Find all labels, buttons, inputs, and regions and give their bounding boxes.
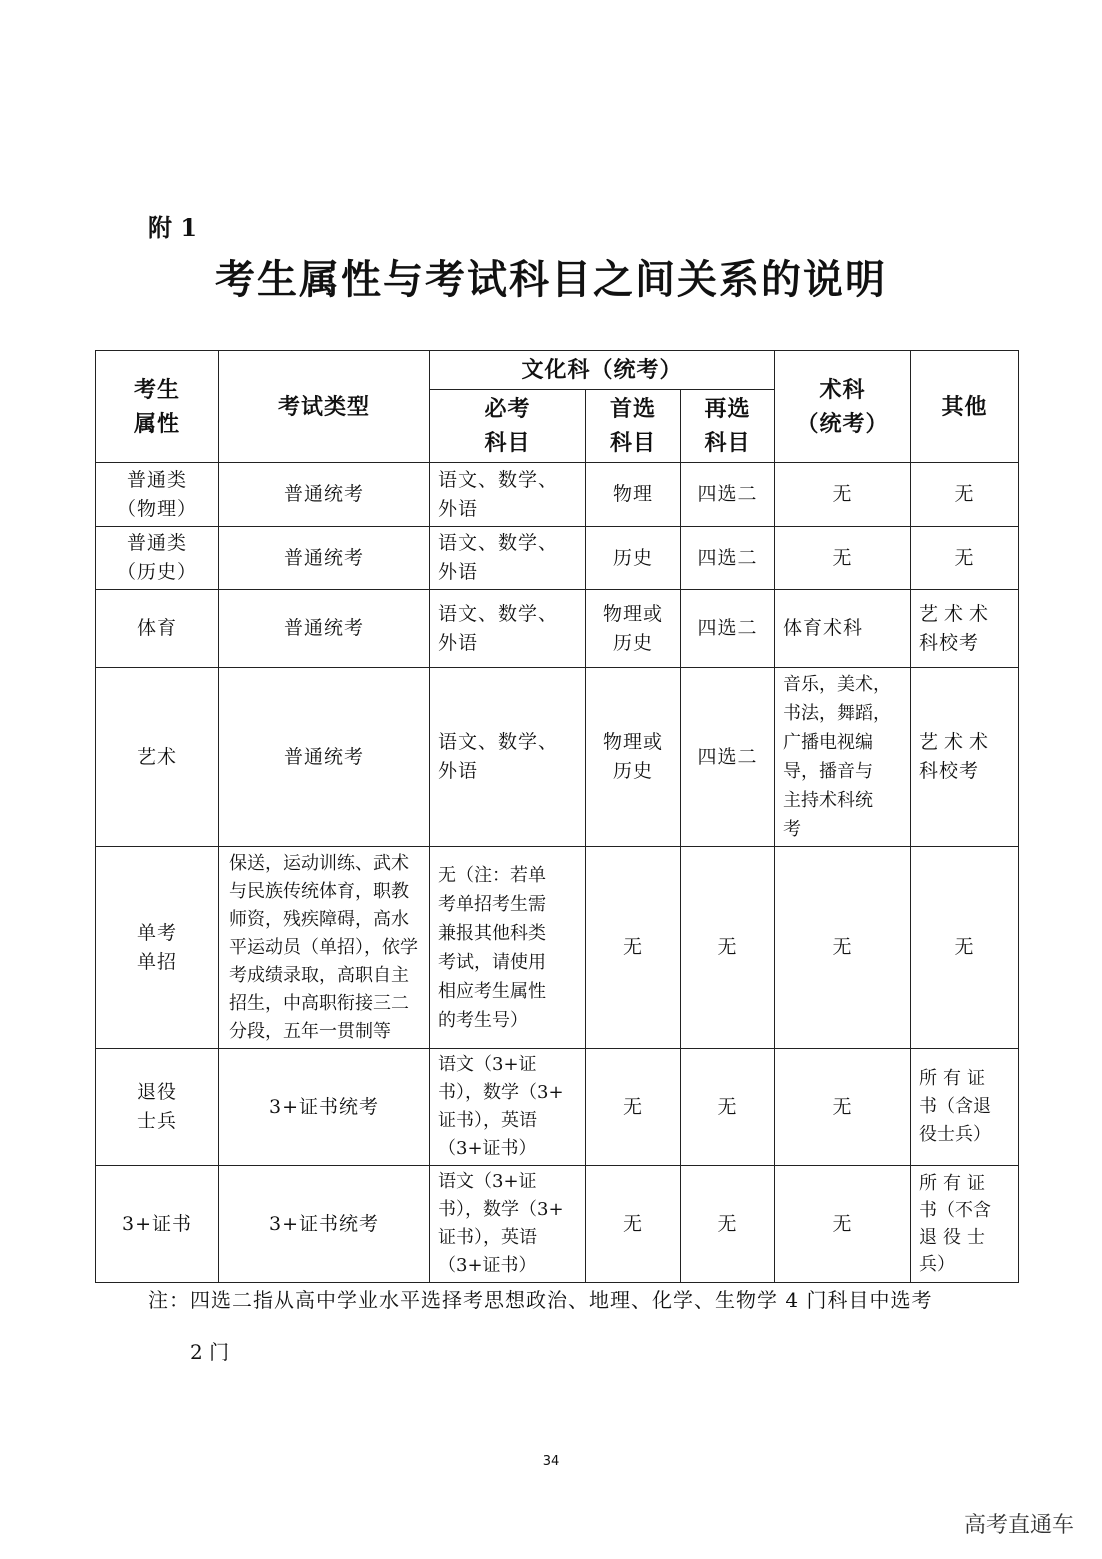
- header-attribute: 考生 属性: [96, 351, 219, 463]
- annex-label: 附 1: [148, 213, 198, 242]
- cell-attribute: 单考 单招: [96, 847, 219, 1049]
- header-exam-type: 考试类型: [219, 351, 430, 463]
- cell-second: 四选二: [681, 590, 775, 668]
- cell-required: 语文、数学、 外语: [430, 463, 586, 527]
- header-culture-group: 文化科（统考）: [430, 351, 775, 390]
- header-first-choice: 首选 科目: [586, 390, 681, 463]
- table-row: [96, 527, 1019, 590]
- cell-first: 无: [586, 1166, 681, 1283]
- cell-arts: 无: [775, 527, 911, 590]
- cell-attribute: 体育: [96, 590, 219, 668]
- cell-first: 无: [586, 847, 681, 1049]
- cell-exam-type: 普通统考: [219, 527, 430, 590]
- cell-required: 语文、数学、 外语: [430, 527, 586, 590]
- cell-first: 历史: [586, 527, 681, 590]
- table-row: [96, 463, 1019, 527]
- cell-required: 无（注：若单 考单招考生需 兼报其他科类 考试，请使用 相应考生属性 的考生号）: [430, 847, 586, 1049]
- cell-exam-type: 普通统考: [219, 463, 430, 527]
- watermark: 高考直通车: [963, 1513, 1074, 1538]
- cell-exam-type: 普通统考: [219, 590, 430, 668]
- cell-required: 语文（3+证 书），数学（3+ 证书），英语 （3+证书）: [430, 1049, 586, 1166]
- header-required: 必考 科目: [430, 390, 586, 463]
- footnote: 注：四选二指从高中学业水平选择考思想政治、地理、化学、生物学 4 门科目中选考: [148, 1288, 933, 1312]
- cell-other: 所有证 书（含退 役士兵）: [911, 1049, 1019, 1166]
- cell-exam-type: 3+证书统考: [219, 1049, 430, 1166]
- cell-attribute: 普通类 （物理）: [96, 463, 219, 527]
- cell-first: 物理: [586, 463, 681, 527]
- cell-arts: 无: [775, 463, 911, 527]
- cell-first: 物理或 历史: [586, 590, 681, 668]
- cell-exam-type: 3+证书统考: [219, 1166, 430, 1283]
- cell-arts: 无: [775, 1166, 911, 1283]
- cell-second: 四选二: [681, 527, 775, 590]
- cell-other: 无: [911, 847, 1019, 1049]
- cell-arts: 体育术科: [775, 590, 911, 668]
- page-title: 考生属性与考试科目之间关系的说明: [215, 257, 887, 303]
- cell-arts: 无: [775, 1049, 911, 1166]
- table-row: [96, 1049, 1019, 1166]
- cell-required: 语文（3+证 书），数学（3+ 证书），英语 （3+证书）: [430, 1166, 586, 1283]
- header-arts: 术科 （统考）: [775, 351, 911, 463]
- cell-attribute: 艺术: [96, 668, 219, 847]
- cell-second: 无: [681, 1166, 775, 1283]
- cell-required: 语文、数学、 外语: [430, 590, 586, 668]
- header-other: 其他: [911, 351, 1019, 463]
- cell-first: 无: [586, 1049, 681, 1166]
- cell-other: 无: [911, 527, 1019, 590]
- cell-second: 无: [681, 847, 775, 1049]
- cell-other: 所有证 书（不含 退役士 兵）: [911, 1166, 1019, 1283]
- cell-second: 四选二: [681, 463, 775, 527]
- cell-required: 语文、数学、 外语: [430, 668, 586, 847]
- cell-attribute: 普通类 （历史）: [96, 527, 219, 590]
- table-row: [96, 590, 1019, 668]
- cell-first: 物理或 历史: [586, 668, 681, 847]
- cell-exam-type: 保送，运动训练、武术与民族传统体育，职教师资，残疾障碍，高水平运动员（单招），依学考成绩录取，高职自主招生，中高职衔接三二分段，五年一贯制等: [219, 847, 430, 1049]
- table-row: [96, 668, 1019, 847]
- subject-table: [95, 350, 1019, 1283]
- footnote-continuation: 2 门: [190, 1340, 230, 1364]
- cell-attribute: 3+证书: [96, 1166, 219, 1283]
- table-row: [96, 1166, 1019, 1283]
- cell-attribute: 退役 士兵: [96, 1049, 219, 1166]
- header-second-choice: 再选 科目: [681, 390, 775, 463]
- cell-other: 艺术术 科校考: [911, 590, 1019, 668]
- table-row: [96, 847, 1019, 1049]
- cell-arts: 无: [775, 847, 911, 1049]
- cell-arts: 音乐，美术， 书法，舞蹈， 广播电视编 导，播音与 主持术科统 考: [775, 668, 911, 847]
- cell-second: 无: [681, 1049, 775, 1166]
- cell-other: 无: [911, 463, 1019, 527]
- cell-other: 艺术术 科校考: [911, 668, 1019, 847]
- page-number: 34: [542, 1454, 560, 1469]
- cell-second: 四选二: [681, 668, 775, 847]
- cell-exam-type: 普通统考: [219, 668, 430, 847]
